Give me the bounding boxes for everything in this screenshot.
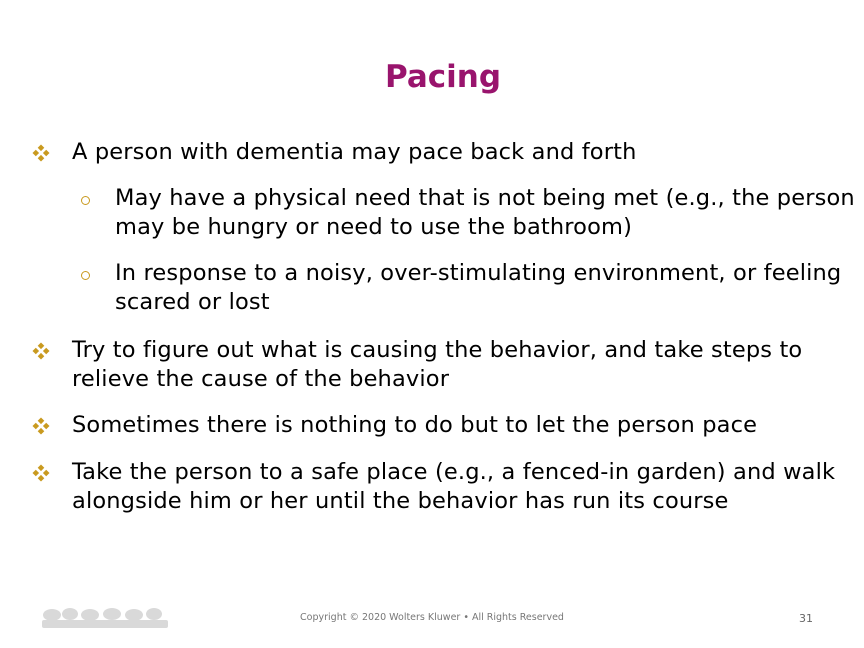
footer-copyright: Copyright © 2020 Wolters Kluwer • All Rights Reserved (300, 612, 564, 623)
diamond-quad-icon (32, 417, 50, 435)
slide-title: Pacing (384, 59, 502, 95)
page-number: 31 (799, 612, 813, 625)
bullet-level1-text: A person with dementia may pace back and forth (72, 139, 637, 165)
bullet-level1-text: Take the person to a safe place (e.g., a fenced-in garden) and walk alongside him or her until the behavior has run its course (72, 459, 836, 514)
diamond-quad-icon (32, 144, 50, 162)
bullet-level2-text: In response to a noisy, over-stimulating environment, or feeling scared or lost (115, 260, 842, 315)
hollow-circle-icon (81, 196, 90, 205)
bullet-level1-text: Sometimes there is nothing to do but to let the person pace (72, 412, 758, 438)
hollow-circle-icon (81, 271, 90, 280)
diamond-quad-icon (32, 464, 50, 482)
bullet-level1-text: Try to figure out what is causing the behavior, and take steps to relieve the cause of the behavior (72, 337, 803, 392)
diamond-quad-icon (32, 342, 50, 360)
bullet-level2-text: May have a physical need that is not being met (e.g., the person may be hungry or need to use the bathroom) (115, 185, 855, 240)
